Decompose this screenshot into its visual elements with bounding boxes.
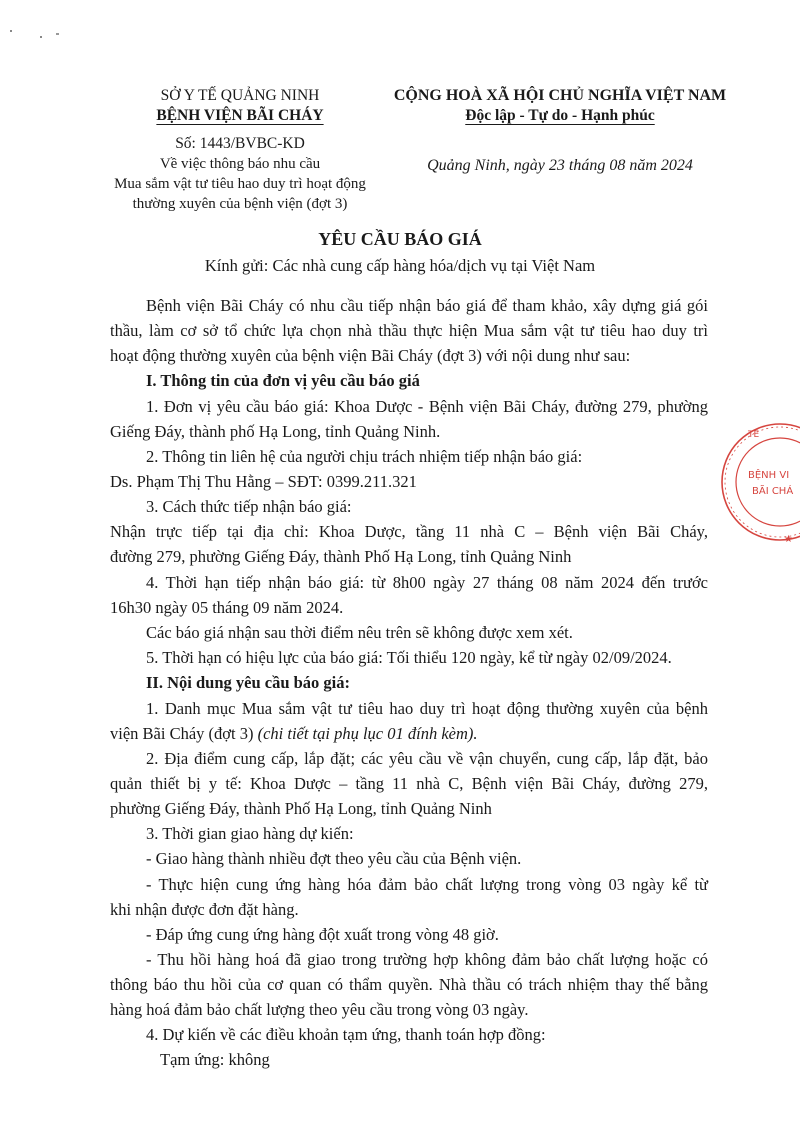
hospital-stamp (718, 418, 800, 548)
contact-person: Ds. Phạm Thị Thu Hằng – SĐT: 0399.211.321 (110, 472, 417, 491)
body-line-10: Nhận trực tiếp tại địa chỉ: Khoa Dược, tầng 11 nhà C – Bệnh viện Bãi Cháy, (110, 522, 708, 541)
body-line-20: quản thiết bị y tế: Khoa Dược – tầng 11 nhà C, Bệnh viện Bãi Cháy, đường 279, (110, 774, 708, 793)
scan-speck (56, 33, 59, 35)
body-line-19: 2. Địa điểm cung cấp, lắp đặt; các yêu cầu về vận chuyển, cung cấp, lắp đặt, bảo (146, 749, 708, 768)
body-line-25: khi nhận được đơn đặt hàng. (110, 900, 299, 919)
body-line-28: thông báo thu hồi của cơ quan có thẩm quyền. Nhà thầu có trách nhiệm thay thế bằng (110, 975, 708, 994)
subject-line-3: thường xuyên của bệnh viện (đợt 3) (132, 196, 348, 212)
header-left (90, 86, 390, 214)
body-line-22: 3. Thời gian giao hàng dự kiến: (146, 824, 354, 843)
body-line-26: - Đáp ứng cung ứng hàng đột xuất trong vòng 48 giờ. (146, 925, 499, 944)
svg-text:★: ★ (784, 534, 793, 545)
body-line-7: 2. Thông tin liên hệ của người chịu trách nhiệm tiếp nhận báo giá: (146, 447, 583, 466)
section-heading-1: I. Thông tin của đơn vị yêu cầu báo giá (146, 371, 420, 390)
document-title: YÊU CẦU BÁO GIÁ (318, 229, 482, 249)
body-line-24: - Thực hiện cung ứng hàng hóa đảm bảo chất lượng trong vòng 03 ngày kể từ (146, 875, 708, 894)
scan-speck (40, 36, 42, 38)
body-line-11: đường 279, phường Giếng Đáy, thành Phố Hạ Long, tỉnh Quảng Ninh (110, 547, 572, 566)
body-line-3: hoạt động thường xuyên của bệnh viện Bãi Cháy (đợt 3) với nội dung như sau: (110, 346, 631, 365)
body-line-31: Tạm ứng: không (160, 1050, 270, 1069)
body-line-6: Giếng Đáy, thành phố Hạ Long, tỉnh Quảng Ninh. (110, 422, 441, 441)
body-line-27: - Thu hồi hàng hoá đã giao trong trường hợp không đảm bảo chất lượng hoặc có (146, 950, 708, 969)
body-line-2: thầu, làm cơ sở tổ chức lựa chọn nhà thầu thực hiện Mua sắm vật tư tiêu hao duy trì (110, 321, 708, 340)
body-line-30: 4. Dự kiến về các điều khoản tạm ứng, thanh toán hợp đồng: (146, 1025, 546, 1044)
scan-speck (10, 30, 12, 32)
body-line-23: - Giao hàng thành nhiều đợt theo yêu cầu của Bệnh viện. (146, 849, 522, 868)
body-line-5: 1. Đơn vị yêu cầu báo giá: Khoa Dược - Bệnh viện Bãi Cháy, đường 279, phường (146, 397, 708, 416)
body-line-18-text: viện Bãi Cháy (đợt 3) (110, 724, 258, 743)
body-line-18 (110, 722, 478, 745)
body-line-13: 16h30 ngày 05 tháng 09 năm 2024. (110, 598, 344, 617)
stamp-text-line-1: BỆNH VI (748, 470, 790, 481)
body-line-17: 1. Danh mục Mua sắm vật tư tiêu hao duy trì hoạt động thường xuyên của bệnh (146, 699, 708, 718)
section-heading-2: II. Nội dung yêu cầu báo giá: (146, 673, 351, 692)
appendix-reference: (chi tiết tại phụ lục 01 đính kèm). (257, 724, 478, 743)
document-date: Quảng Ninh, ngày 23 tháng 08 năm 2024 (427, 157, 693, 174)
national-motto: Độc lập - Tự do - Hạnh phúc (465, 107, 655, 124)
stamp-text-top: TẾ (748, 430, 760, 440)
stamp-text-line-2: BÃI CHÁ (752, 486, 794, 497)
subject-line-2: Mua sắm vật tư tiêu hao duy trì hoạt động (114, 176, 366, 192)
body-line-15: 5. Thời hạn có hiệu lực của báo giá: Tối thiểu 120 ngày, kể từ ngày 02/09/2024. (146, 648, 672, 667)
hospital-name: BỆNH VIỆN BÃI CHÁY (156, 107, 324, 124)
body-line-14: Các báo giá nhận sau thời điểm nêu trên sẽ không được xem xét. (146, 623, 573, 642)
subject-line-1: Về việc thông báo nhu cầu (159, 156, 321, 172)
recipient-line: Kính gửi: Các nhà cung cấp hàng hóa/dịch vụ tại Việt Nam (204, 256, 596, 275)
body-line-12: 4. Thời hạn tiếp nhận báo giá: từ 8h00 ngày 27 tháng 08 năm 2024 đến trước (146, 573, 708, 592)
header-right (360, 86, 760, 176)
body-line-29: hàng hoá đảm bảo chất lượng theo yêu cầu trong vòng 03 ngày. (110, 1000, 529, 1019)
ministry-name: SỞ Y TẾ QUẢNG NINH (160, 87, 320, 104)
body-line-9: 3. Cách thức tiếp nhận báo giá: (146, 497, 352, 516)
document-number: Số: 1443/BVBC-KD (175, 135, 305, 152)
body-line-21: phường Giếng Đáy, thành Phố Hạ Long, tỉnh Quảng Ninh (110, 799, 492, 818)
national-title: CỘNG HOÀ XÃ HỘI CHỦ NGHĨA VIỆT NAM (393, 87, 727, 104)
body-line-1: Bệnh viện Bãi Cháy có nhu cầu tiếp nhận báo giá để tham khảo, xây dựng giá gói (146, 296, 708, 315)
